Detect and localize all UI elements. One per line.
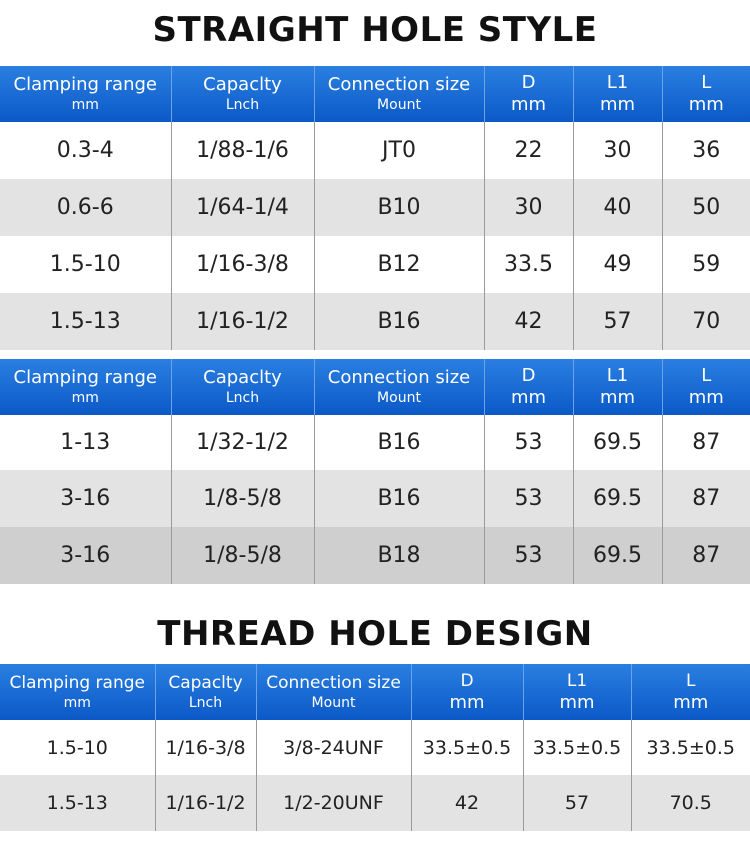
cell-l1: 69.5 — [573, 470, 662, 527]
cell-d: 42 — [411, 775, 523, 831]
cell-l: 59 — [662, 236, 750, 293]
header-connection-size: Connection size Mount — [314, 359, 484, 415]
cell-connection-size: B18 — [314, 527, 484, 584]
cell-l1: 40 — [573, 179, 662, 236]
cell-clamping-range: 3-16 — [0, 527, 171, 584]
table-row — [0, 236, 750, 293]
cell-d: 33.5±0.5 — [411, 720, 523, 775]
cell-l: 87 — [662, 415, 750, 470]
cell-l1: 30 — [573, 122, 662, 179]
header-connection-size: Connection size Mount — [256, 664, 411, 720]
cell-l: 50 — [662, 179, 750, 236]
cell-capacity: 1/88-1/6 — [171, 122, 314, 179]
cell-d: 53 — [484, 470, 573, 527]
cell-l1: 69.5 — [573, 527, 662, 584]
cell-l: 87 — [662, 470, 750, 527]
cell-l: 70 — [662, 293, 750, 350]
cell-connection-size: B10 — [314, 179, 484, 236]
header-capacity: Capaclty Lnch — [155, 664, 256, 720]
cell-l1: 57 — [573, 293, 662, 350]
section-title-straight-hole: STRAIGHT HOLE STYLE — [152, 10, 598, 50]
cell-d: 53 — [484, 527, 573, 584]
cell-clamping-range: 0.3-4 — [0, 122, 171, 179]
section-title-thread-hole: THREAD HOLE DESIGN — [157, 614, 593, 654]
table-header-row — [0, 66, 750, 122]
cell-connection-size: B16 — [314, 293, 484, 350]
cell-d: 22 — [484, 122, 573, 179]
cell-clamping-range: 1.5-10 — [0, 720, 155, 775]
header-clamping-range: Clamping range mm — [0, 664, 155, 720]
header-d: D mm — [484, 66, 573, 122]
cell-d: 42 — [484, 293, 573, 350]
cell-l: 70.5 — [631, 775, 750, 831]
cell-capacity: 1/64-1/4 — [171, 179, 314, 236]
header-clamping-range: Clamping range mm — [0, 66, 171, 122]
header-l1: L1 mm — [573, 359, 662, 415]
cell-clamping-range: 0.6-6 — [0, 179, 171, 236]
cell-clamping-range: 1.5-13 — [0, 775, 155, 831]
spec-table-thread-hole — [0, 664, 750, 831]
cell-connection-size: 1/2-20UNF — [256, 775, 411, 831]
cell-clamping-range: 1-13 — [0, 415, 171, 470]
table-row — [0, 415, 750, 470]
cell-l: 36 — [662, 122, 750, 179]
cell-capacity: 1/16-1/2 — [171, 293, 314, 350]
table-row — [0, 775, 750, 831]
header-d: D mm — [484, 359, 573, 415]
cell-clamping-range: 1.5-10 — [0, 236, 171, 293]
cell-capacity: 1/16-1/2 — [155, 775, 256, 831]
cell-l1: 33.5±0.5 — [523, 720, 631, 775]
table-header-row — [0, 664, 750, 720]
header-clamping-range: Clamping range mm — [0, 359, 171, 415]
table-row — [0, 720, 750, 775]
cell-connection-size: B16 — [314, 470, 484, 527]
cell-connection-size: B16 — [314, 415, 484, 470]
cell-d: 30 — [484, 179, 573, 236]
cell-l: 33.5±0.5 — [631, 720, 750, 775]
header-l1: L1 mm — [523, 664, 631, 720]
cell-capacity: 1/16-3/8 — [171, 236, 314, 293]
table-row — [0, 527, 750, 584]
table-row — [0, 470, 750, 527]
header-l: L mm — [631, 664, 750, 720]
table-row — [0, 179, 750, 236]
cell-l1: 57 — [523, 775, 631, 831]
cell-capacity: 1/8-5/8 — [171, 527, 314, 584]
header-capacity: Capaclty Lnch — [171, 359, 314, 415]
header-capacity: Capaclty Lnch — [171, 66, 314, 122]
header-l: L mm — [662, 66, 750, 122]
header-d: D mm — [411, 664, 523, 720]
cell-capacity: 1/8-5/8 — [171, 470, 314, 527]
header-l1: L1 mm — [573, 66, 662, 122]
header-l: L mm — [662, 359, 750, 415]
cell-clamping-range: 3-16 — [0, 470, 171, 527]
table-row — [0, 122, 750, 179]
cell-l: 87 — [662, 527, 750, 584]
cell-d: 53 — [484, 415, 573, 470]
spec-table-straight-hole-1 — [0, 66, 750, 350]
cell-connection-size: 3/8-24UNF — [256, 720, 411, 775]
cell-l1: 69.5 — [573, 415, 662, 470]
cell-connection-size: JT0 — [314, 122, 484, 179]
cell-connection-size: B12 — [314, 236, 484, 293]
cell-l1: 49 — [573, 236, 662, 293]
header-connection-size: Connection size Mount — [314, 66, 484, 122]
cell-capacity: 1/16-3/8 — [155, 720, 256, 775]
cell-capacity: 1/32-1/2 — [171, 415, 314, 470]
cell-clamping-range: 1.5-13 — [0, 293, 171, 350]
table-header-row — [0, 359, 750, 415]
cell-d: 33.5 — [484, 236, 573, 293]
table-row — [0, 293, 750, 350]
spec-table-straight-hole-2 — [0, 359, 750, 584]
